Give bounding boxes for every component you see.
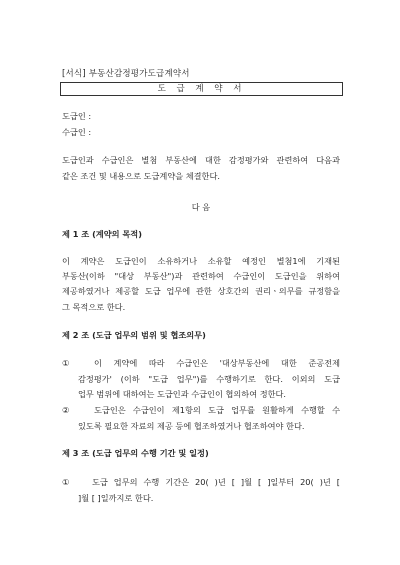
supplier-label: 수급인 : bbox=[62, 127, 92, 137]
article-1-line: 제공하였거나 제공할 도급 업무에 관한 상호간의 권리ㆍ의무를 규정함을 bbox=[62, 286, 340, 296]
article-1-heading: 제 1 조 (계약의 목적) bbox=[62, 229, 142, 239]
article-3-line: 도급 업무의 수행 기간은 20( )년 [ ]월 [ ]일부터 20( )년 [ bbox=[92, 477, 340, 487]
clause-marker-1: ① bbox=[62, 477, 70, 487]
contractor-label: 도급인 : bbox=[62, 111, 92, 121]
da-eum-heading: 다 음 bbox=[191, 202, 211, 212]
article-2-line: 있도록 필요한 자료의 제공 등에 협조하였거나 협조하여야 한다. bbox=[78, 421, 305, 431]
article-2-line: 이 계약에 따라 수급인은 '대상부동산에 대한 준공전제 bbox=[94, 358, 340, 368]
contract-title: 도 급 계 약 서 bbox=[60, 82, 343, 96]
form-label: [서식] 부동산감정평가도급계약서 bbox=[62, 69, 190, 79]
article-2-line: 도급인은 수급인이 제1항의 도급 업무를 원활하게 수행할 수 bbox=[94, 405, 340, 415]
article-2-heading: 제 2 조 (도급 업무의 범위 및 협조의무) bbox=[62, 330, 206, 340]
article-2-line: 감정평가' (이하 "도급 업무")를 수행하기로 한다. 이외의 도급 bbox=[78, 374, 340, 384]
intro-line-2: 같은 조건 및 내용으로 도급계약을 체결한다. bbox=[62, 171, 220, 181]
article-1-line: 그 목적으로 한다. bbox=[62, 302, 126, 312]
clause-marker-1: ① bbox=[62, 358, 70, 368]
article-3-heading: 제 3 조 (도급 업무의 수행 기간 및 일정) bbox=[62, 448, 209, 458]
clause-marker-2: ② bbox=[62, 405, 70, 415]
article-2-line: 업무 범위에 대하여는 도급인과 수급인이 협의하여 정한다. bbox=[78, 389, 287, 399]
article-1-line: 부동산(이하 "대상 부동산")과 관련하여 수급인이 도급인을 위하여 bbox=[62, 271, 340, 281]
intro-line-1: 도급인과 수급인은 별첨 부동산에 대한 감정평가와 관련하여 다음과 bbox=[62, 155, 340, 165]
article-1-line: 이 계약은 도급인이 소유하거나 소유할 예정인 별첨1에 기재된 bbox=[62, 256, 340, 266]
article-3-line: ]월 [ ]일까지로 한다. bbox=[78, 493, 154, 503]
